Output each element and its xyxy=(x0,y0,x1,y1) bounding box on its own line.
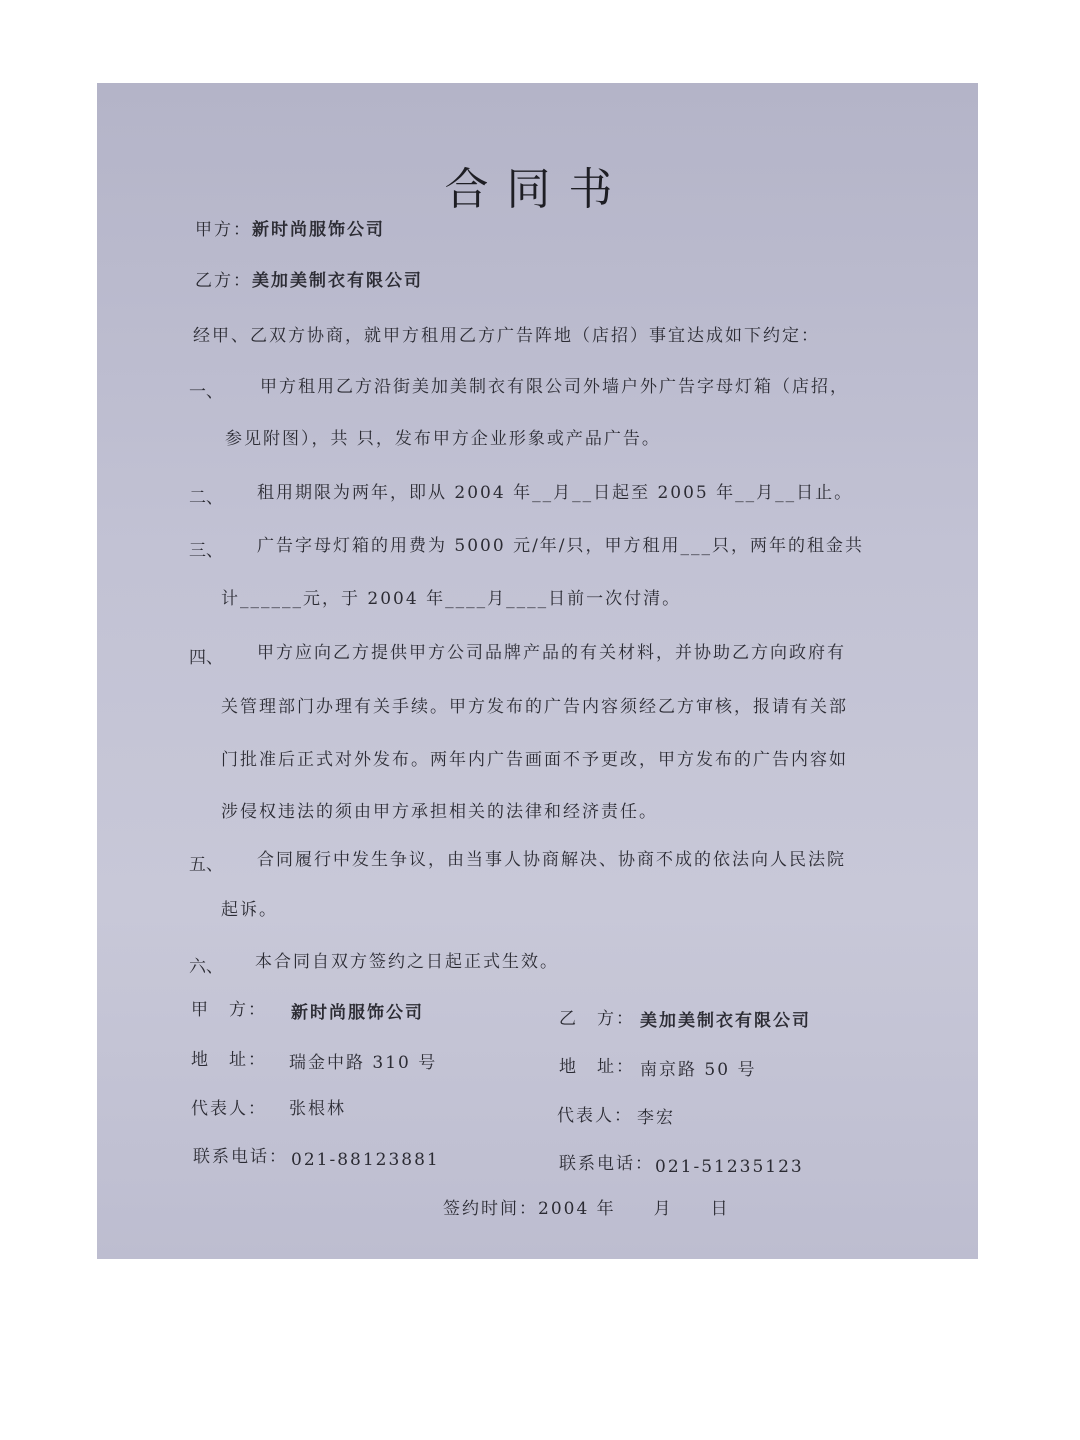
clause-3-line-1: 广告字母灯箱的用费为 5000 元/年/只，甲方租用___只，两年的租金共 xyxy=(257,536,865,556)
party-b-line xyxy=(195,271,423,291)
clause-6-number: 六、 xyxy=(189,957,223,977)
intro-text: 经甲、乙双方协商，就甲方租用乙方广告阵地（店招）事宜达成如下约定： xyxy=(193,326,820,346)
contract-photo xyxy=(97,83,978,1259)
clause-2-line-1: 租用期限为两年，即从 2004 年__月__日起至 2005 年__月__日止。 xyxy=(257,483,854,503)
clause-1-line-2: 参见附图），共 只，发布甲方企业形象或产品广告。 xyxy=(225,429,661,449)
sign-b-tel-label: 联系电话： xyxy=(559,1154,654,1174)
sign-a-tel-label: 联系电话： xyxy=(193,1147,288,1167)
sign-b-addr: 南京路 50 号 xyxy=(640,1060,757,1080)
party-a-line xyxy=(195,220,385,240)
sign-a-party-name: 新时尚服饰公司 xyxy=(291,1003,424,1023)
sign-a-rep-label: 代表人： xyxy=(191,1099,267,1119)
sign-b-rep-label: 代表人： xyxy=(557,1106,633,1126)
party-a-name: 新时尚服饰公司 xyxy=(252,220,385,240)
clause-4-line-1: 甲方应向乙方提供甲方公司品牌产品的有关材料，并协助乙方向政府有 xyxy=(257,643,846,663)
clause-5-line-1: 合同履行中发生争议，由当事人协商解决、协商不成的依法向人民法院 xyxy=(257,850,846,870)
sign-a-tel: 021-88123881 xyxy=(291,1150,440,1170)
document-title: 合同书 xyxy=(444,164,631,215)
party-b-label: 乙方： xyxy=(195,271,252,291)
sign-a-addr-label: 地 址： xyxy=(191,1050,267,1070)
clause-5-line-2: 起诉。 xyxy=(221,900,278,920)
sign-a-party-label: 甲 方： xyxy=(191,1000,267,1020)
clause-2-number: 二、 xyxy=(189,488,223,508)
clause-4-line-2: 关管理部门办理有关手续。甲方发布的广告内容须经乙方审核，报请有关部 xyxy=(221,697,848,717)
sign-a-rep: 张根林 xyxy=(289,1099,346,1119)
clause-1-line-1: 甲方租用乙方沿街美加美制衣有限公司外墙户外广告字母灯箱（店招， xyxy=(260,377,849,397)
party-a-label: 甲方： xyxy=(195,220,252,240)
clause-3-line-2: 计______元，于 2004 年____月____日前一次付清。 xyxy=(221,589,682,609)
clause-4-number: 四、 xyxy=(189,648,223,668)
clause-4-line-4: 涉侵权违法的须由甲方承担相关的法律和经济责任。 xyxy=(221,802,658,822)
sign-date: 签约时间：2004 年 月 日 xyxy=(443,1199,730,1219)
clause-6-line-1: 本合同自双方签约之日起正式生效。 xyxy=(255,952,559,972)
party-b-name: 美加美制衣有限公司 xyxy=(252,271,423,291)
sign-b-rep: 李宏 xyxy=(637,1108,675,1128)
clause-1-number: 一、 xyxy=(189,382,223,402)
clause-5-number: 五、 xyxy=(189,855,223,875)
sign-a-addr: 瑞金中路 310 号 xyxy=(289,1053,438,1073)
sign-b-party-label: 乙 方： xyxy=(559,1009,635,1029)
clause-3-number: 三、 xyxy=(189,541,223,561)
clause-4-line-3: 门批准后正式对外发布。两年内广告画面不予更改，甲方发布的广告内容如 xyxy=(221,750,848,770)
sign-b-tel: 021-51235123 xyxy=(655,1157,804,1177)
sign-b-party-name: 美加美制衣有限公司 xyxy=(640,1011,811,1031)
sign-b-addr-label: 地 址： xyxy=(559,1057,635,1077)
